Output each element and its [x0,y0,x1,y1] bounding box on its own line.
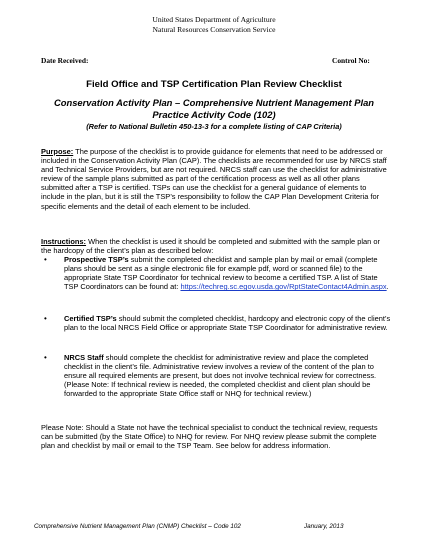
purpose-paragraph [41,147,391,211]
bullet-icon: • [44,353,47,362]
control-no-label: Control No: [332,56,370,65]
instructions-heading: Instructions: [41,237,87,246]
instructions-text: When the checklist is used it should be completed and submitted with the sample plan or the hardcopy of the client’s plan as described below: [41,237,380,256]
list-item-certified-tsp [44,314,392,333]
page-title: Field Office and TSP Certification Plan Review Checklist [86,79,342,90]
list-item-nrcs-staff [44,353,392,399]
bullet-text: should submit the completed checklist, hardcopy and electronic copy of the client’s plan to the local NRCS Field Office or appropriate State TSP Coordinator for administrative review. [64,314,391,333]
plan-title-line1: Conservation Activity Plan – Comprehensive Nutrient Management Plan [53,97,375,108]
bullet-text: should complete the checklist for administrative review and place the completed checklist in the client’s file. Administrative review involves a review of the content of the plan to ensure all required elements are present, but does not involve technical review for correctness. (Please Note: If technical review is needed, the completed checklist and client plan should be forwarded to the appropriate State Office staff or NHQ for technical review.) [64,353,377,399]
header-department: United States Department of Agriculture [152,15,276,24]
purpose-text: The purpose of the checklist is to provide guidance for elements that need to be addressed or included in the Conservation Activity Plan (CAP). The checklists are recommended for use by NRCS staff and Technical Service Providers, but are not required. NRCS staff can use the checklist for administrative review of the sample plans submitted as part of the certification process as well as all other plans submitted after a TSP is certified. TSPs can use the checklist for a general guidance of elements to include in the plan, but it is still the TSP’s responsibility to follow the CAP Plan Development Criteria for specific elements and the detail of each element to be included. [41,147,387,211]
purpose-heading: Purpose: [41,147,74,156]
date-received-label: Date Received: [41,56,89,65]
footer [34,523,384,530]
bullet-bold: NRCS Staff [64,353,104,362]
footer-date: January, 2013 [304,523,344,530]
bullet-text: submit the completed checklist and sample plan by mail or email (complete plans should be sent as a single electronic file for example pdf, word or scanned file) to the appropriate State TSP Coordinator for technical review to become a certified TSP. A list of State TSP Coordinators can be found at: [64,255,378,292]
bullet-tail: . [386,282,389,292]
refer-note: (Refer to National Bulletin 450-13-3 for a complete listing of CAP Criteria) [86,122,342,131]
plan-title-line2: Practice Activity Code (102) [152,109,276,120]
note-paragraph: Please Note: Should a State not have the technical specialist to conduct the technical review, requests can be submitted (by the State Office) to NHQ for review. For NHQ review please submit the complete plan and checklist by mail or email to the TSP Team. See below for address information. [41,423,378,451]
bullet-bold: Prospective TSP’s [64,255,129,264]
footer-title: Comprehensive Nutrient Management Plan (CNMP) Checklist – Code 102 [34,523,241,530]
bullet-icon: • [44,314,47,323]
instructions-paragraph [41,237,391,255]
list-item-prospective-tsp [44,255,392,292]
header-service: Natural Resources Conservation Service [152,25,276,34]
bullet-bold: Certified TSP’s [64,314,117,323]
bullet-icon: • [44,255,47,264]
tsp-coordinators-link[interactable]: https://techreg.sc.egov.usda.gov/RptStateContact4Admin.aspx [180,282,387,292]
